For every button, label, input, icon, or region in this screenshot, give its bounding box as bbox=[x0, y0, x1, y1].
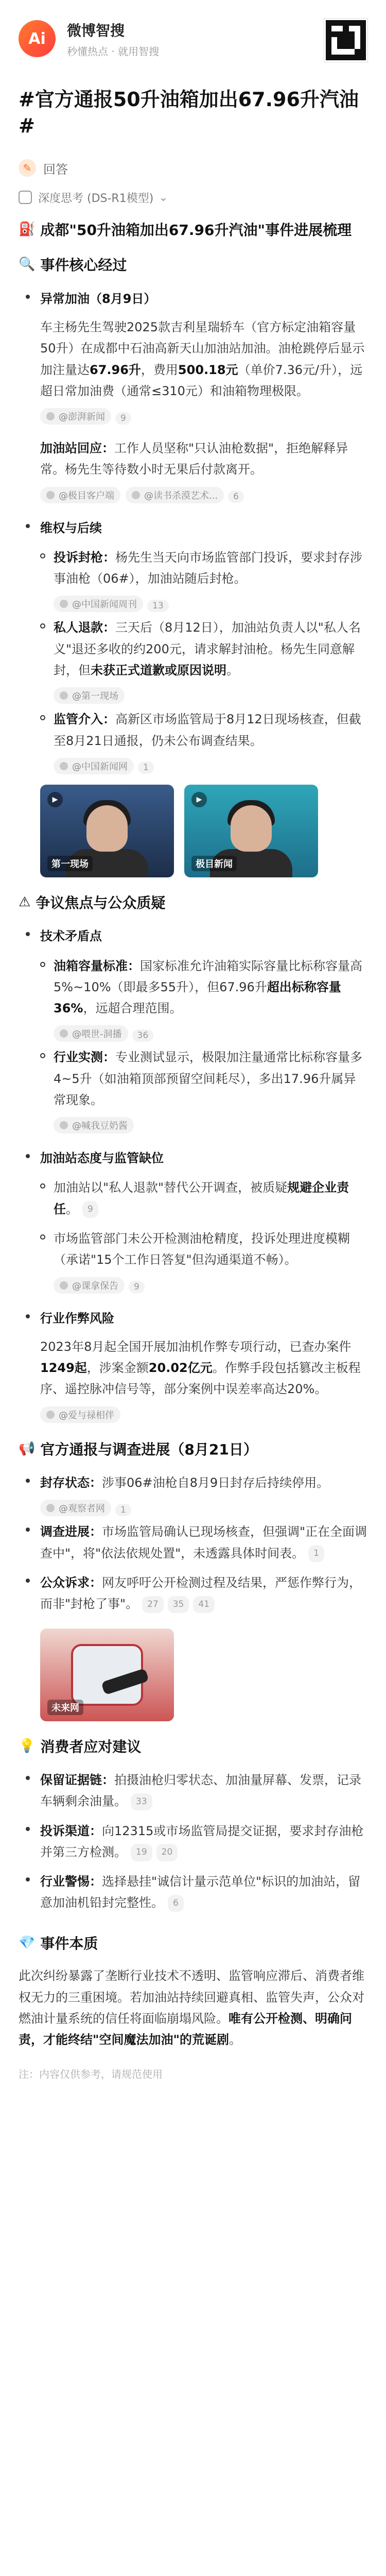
paragraph bbox=[0, 434, 386, 484]
source-name: @中国新闻周刊 bbox=[72, 599, 137, 611]
image-thumbnail[interactable] bbox=[40, 1629, 174, 1721]
video-thumbnail[interactable] bbox=[184, 785, 318, 877]
citation-count[interactable]: 19 bbox=[131, 1844, 152, 1861]
section-heading bbox=[0, 886, 386, 921]
bold-text: 500.18元 bbox=[178, 362, 238, 377]
text: 2023年8月起全国开展加油机作弊专项行动，已查办案件 bbox=[40, 1339, 352, 1354]
citation-count[interactable]: 9 bbox=[129, 1281, 145, 1293]
list-item bbox=[0, 1223, 386, 1274]
deep-think-icon bbox=[19, 191, 32, 204]
bold-label: 行业实测： bbox=[54, 1050, 115, 1065]
video-thumbnail[interactable] bbox=[40, 785, 174, 877]
bullet-title: 维权与后续 bbox=[40, 520, 102, 535]
thumbnail-label: 极目新闻 bbox=[191, 856, 237, 871]
source-badge[interactable] bbox=[54, 687, 125, 704]
bold-text: 20.02亿元 bbox=[148, 1361, 213, 1376]
source-name: @喂世-洞播 bbox=[72, 1029, 122, 1040]
list-item bbox=[0, 704, 386, 755]
section-heading bbox=[0, 1730, 386, 1765]
section-title: 争议焦点与公众质疑 bbox=[36, 894, 166, 911]
bold-text: 未获正式道歉或原因说明 bbox=[91, 663, 226, 677]
text: 专业测试显示，极限加注量通常比标称容量多4~5升（如油箱顶部预留空间耗尽），多出17.96升属异常现象。 bbox=[54, 1050, 362, 1107]
source-name: @澎湃新闻 bbox=[59, 412, 105, 423]
text: 市场监管局确认已现场核查，但强调"正在全面调查中"，将"依法依规处置"，未透露具体时间表。 bbox=[40, 1524, 367, 1561]
list-item bbox=[0, 1765, 386, 1816]
bold-text: 67.96升 bbox=[90, 362, 141, 377]
source-badge[interactable] bbox=[54, 1117, 134, 1133]
text: 国家标准允许油箱实际容量比标称容量高5%~10%（即最多55升），但67.96升 bbox=[54, 958, 362, 994]
section-title: 消费者应对建议 bbox=[40, 1738, 142, 1755]
text: 高新区市场监管局于8月12日现场核查，但截至8月21日通报，仍未公布调查结果。 bbox=[54, 712, 361, 748]
fuel-pump-icon: ⛽ bbox=[19, 221, 36, 237]
source-avatar bbox=[60, 762, 68, 770]
text: 三天后（8月12日），加油站负责人以"私人名义"退还多收的约200元，请求解封油枪。杨先生同意解封，但 bbox=[54, 620, 361, 677]
list-item bbox=[0, 1567, 386, 1618]
video-thumbnails bbox=[0, 774, 386, 886]
bold-label: 公众诉求： bbox=[40, 1575, 102, 1590]
source-name: @课拿保告 bbox=[72, 1280, 118, 1292]
text: ，费用 bbox=[141, 362, 178, 377]
bold-label: 投诉渠道： bbox=[40, 1823, 102, 1838]
list-item bbox=[0, 1467, 386, 1497]
source-badge[interactable] bbox=[54, 1025, 128, 1042]
warning-icon: ⚠ bbox=[19, 894, 31, 910]
bold-label: 封存状态： bbox=[40, 1476, 102, 1490]
text: 。 bbox=[229, 2032, 242, 2047]
list-item bbox=[0, 1516, 386, 1567]
source-badge[interactable] bbox=[54, 758, 134, 774]
main-heading-text: 成都"50升油箱加出67.96升汽油"事件进展梳理 bbox=[40, 221, 352, 239]
bold-label: 投诉封枪： bbox=[54, 550, 115, 565]
text: 涉事06#油枪自8月9日封存后持续停用。 bbox=[102, 1476, 329, 1490]
citation-count[interactable]: 33 bbox=[131, 1793, 152, 1810]
gem-icon: 💎 bbox=[19, 1935, 36, 1951]
paragraph bbox=[0, 313, 386, 405]
source-avatar bbox=[46, 491, 55, 499]
source-avatar bbox=[60, 600, 68, 608]
bold-label: 私人退款： bbox=[54, 620, 115, 635]
text: 网友呼吁公开检测过程及结果，严惩作弊行为，而非"封枪了事"。 bbox=[40, 1575, 361, 1612]
bullet-title: 技术矛盾点 bbox=[40, 929, 102, 944]
text: 市场监管部门未公开检测油枪精度，投诉处理进度模糊（承诺"15个工作日答复"但沟通渠道不畅）。 bbox=[54, 1231, 350, 1267]
citation-count[interactable]: 27 bbox=[142, 1596, 164, 1613]
text: 加油站以"私人退款"替代公开调查，被质疑 bbox=[54, 1180, 288, 1195]
bullet-title: 异常加油（8月9日） bbox=[40, 291, 156, 306]
brand-name: 微博智搜 bbox=[67, 22, 125, 39]
text: 车主杨先生驾驶2025款吉利星瑞轿车（官方标定油箱容量50升）在成都中石油高新天山加油站加油。油枪跳停后显示加注量达 bbox=[40, 320, 365, 377]
list-item bbox=[0, 513, 386, 542]
text: （单价7.36元/升），远超日常加油费（通常≤310元）和油箱物理极限。 bbox=[40, 362, 363, 398]
text: 。 bbox=[226, 663, 239, 677]
text: 。作弊手段包括篡改主板程序、遥控脉冲信号等，部分案例中误差率高达20%。 bbox=[40, 1361, 361, 1397]
citation-count[interactable]: 35 bbox=[168, 1596, 189, 1613]
section-heading bbox=[0, 248, 386, 283]
thumbnail-label: 未来网 bbox=[47, 1700, 83, 1715]
source-avatar bbox=[60, 691, 68, 700]
source-badge[interactable] bbox=[40, 1406, 120, 1423]
source-avatar bbox=[60, 1281, 68, 1290]
source-badge[interactable] bbox=[54, 1277, 125, 1294]
source-name: @爱与禄相伴 bbox=[59, 1410, 114, 1421]
citation-count[interactable]: 6 bbox=[228, 490, 244, 503]
answer-icon: ✎ bbox=[19, 159, 36, 177]
model-label: 深度思考 (DS-R1模型) bbox=[38, 192, 154, 205]
bold-label: 调查进展： bbox=[40, 1524, 102, 1539]
bullet-title: 加油站态度与监管缺位 bbox=[40, 1151, 164, 1166]
source-avatar bbox=[60, 1121, 68, 1129]
list-item bbox=[0, 1143, 386, 1172]
section-heading bbox=[0, 1926, 386, 1962]
list-item bbox=[0, 283, 386, 313]
text: 向12315或市场监管局提交证据，要求封存油枪并第三方检测。 bbox=[40, 1823, 364, 1859]
source-avatar bbox=[46, 1411, 55, 1419]
paragraph bbox=[0, 1332, 386, 1403]
citation-count[interactable]: 9 bbox=[115, 412, 131, 425]
source-avatar bbox=[46, 1504, 55, 1512]
source-badge[interactable] bbox=[40, 487, 120, 503]
person-face bbox=[86, 805, 128, 852]
citation-count[interactable]: 13 bbox=[147, 600, 169, 612]
citation-count[interactable]: 1 bbox=[115, 1504, 131, 1516]
page-title: #官方通报50升油箱加出67.96升汽油# bbox=[19, 88, 359, 138]
citation-count[interactable]: 9 bbox=[82, 1201, 98, 1218]
source-badge[interactable] bbox=[54, 596, 143, 612]
source-name: @中国新闻网 bbox=[72, 761, 128, 772]
disclaimer: 注：内容仅供参考，请规范使用 bbox=[19, 2068, 163, 2081]
image-thumbnails bbox=[0, 1618, 386, 1730]
qr-code-icon bbox=[324, 19, 367, 62]
source-badge[interactable] bbox=[40, 408, 111, 425]
text: 杨先生当天向市场监管部门投诉，要求封存涉事油枪（06#），加油站随后封枪。 bbox=[54, 550, 362, 586]
brand-block bbox=[67, 20, 159, 58]
citation-count[interactable]: 20 bbox=[156, 1844, 178, 1861]
brand-slogan: 秒懂热点 · 就用智搜 bbox=[67, 45, 160, 58]
bold-label: 保留证据链： bbox=[40, 1773, 114, 1788]
source-badge[interactable] bbox=[126, 487, 224, 503]
text: ，涉案金额 bbox=[86, 1361, 149, 1376]
answer-label-text: 回答 bbox=[43, 162, 68, 177]
source-name: @观察者网 bbox=[59, 1503, 105, 1515]
source-name: @喊我豆奶酱 bbox=[72, 1121, 128, 1132]
source-avatar bbox=[132, 491, 140, 499]
chevron-down-icon: ⌄ bbox=[159, 191, 168, 204]
paragraph bbox=[0, 1961, 386, 2054]
text: 工作人员坚称"只认油枪数据"，拒绝解释异常。杨先生等待数小时无果后付款离开。 bbox=[40, 441, 348, 477]
bold-label: 加油站回应： bbox=[40, 441, 114, 456]
magnifier-icon: 🔍 bbox=[19, 257, 36, 273]
bold-text: 规避企业责任 bbox=[54, 1180, 349, 1216]
answer-label bbox=[0, 154, 386, 182]
list-item bbox=[0, 921, 386, 950]
section-title: 官方通报与调查进展（8月21日） bbox=[40, 1440, 258, 1458]
list-item bbox=[0, 542, 386, 593]
source-avatar bbox=[46, 412, 55, 420]
source-avatar bbox=[60, 1029, 68, 1038]
text: 拍摄油枪归零状态、加油量屏幕、发票，记录车辆剩余油量。 bbox=[40, 1773, 361, 1809]
section-title: 事件本质 bbox=[40, 1935, 98, 1952]
list-item bbox=[0, 1303, 386, 1332]
list-item bbox=[0, 951, 386, 1023]
list-item bbox=[0, 1172, 386, 1223]
source-name: @第一现场 bbox=[72, 691, 118, 702]
source-badge[interactable] bbox=[40, 1500, 111, 1516]
text: 。 bbox=[66, 1201, 78, 1216]
bold-text: 唯有公开检测、明确问责，才能终结"空间魔法加油"的荒诞剧 bbox=[19, 2011, 352, 2047]
list-item bbox=[0, 612, 386, 684]
main-heading bbox=[0, 213, 386, 248]
citation-count[interactable]: 6 bbox=[168, 1895, 184, 1912]
play-icon: ▶ bbox=[191, 792, 207, 807]
lightbulb-icon: 💡 bbox=[19, 1738, 36, 1754]
bold-text: 超出标称容量36% bbox=[54, 979, 341, 1016]
person-face bbox=[231, 805, 272, 852]
list-item bbox=[0, 1816, 386, 1867]
weibo-zhisou-logo: Ai bbox=[19, 20, 56, 57]
bold-text: 1249起 bbox=[40, 1361, 87, 1376]
bold-label: 油箱容量标准： bbox=[54, 958, 140, 973]
source-name: @极目客户端 bbox=[59, 490, 114, 501]
bold-label: 行业警惕： bbox=[40, 1874, 102, 1889]
citation-count[interactable]: 1 bbox=[138, 761, 154, 774]
header bbox=[0, 0, 386, 77]
citation-count[interactable]: 41 bbox=[193, 1596, 215, 1613]
citation-count[interactable]: 1 bbox=[308, 1545, 324, 1562]
section-title: 事件核心经过 bbox=[40, 257, 127, 274]
section-heading bbox=[0, 1432, 386, 1468]
bullet-title: 行业作弊风险 bbox=[40, 1311, 114, 1326]
text: 选择悬挂"诚信计量示范单位"标识的加油站，留意加油机铅封完整性。 bbox=[40, 1874, 361, 1910]
citation-count[interactable]: 36 bbox=[132, 1029, 154, 1042]
list-item bbox=[0, 1042, 386, 1114]
list-item bbox=[0, 1866, 386, 1917]
text: 此次纠纷暴露了垄断行业技术不透明、监管响应滞后、消费者维权无力的三重困境。若加油站持续回避真相、监管失声，公众对燃油计量系统的信任将面临崩塌风险。 bbox=[19, 1969, 364, 2026]
model-selector[interactable] bbox=[19, 190, 367, 206]
play-icon: ▶ bbox=[47, 792, 63, 807]
megaphone-icon: 📢 bbox=[19, 1440, 36, 1456]
bold-label: 监管介入： bbox=[54, 712, 115, 727]
thumbnail-label: 第一现场 bbox=[47, 856, 93, 871]
source-name: @读书杀漠艺术... bbox=[144, 490, 218, 501]
text: ，远超合理范围。 bbox=[83, 1001, 182, 1016]
